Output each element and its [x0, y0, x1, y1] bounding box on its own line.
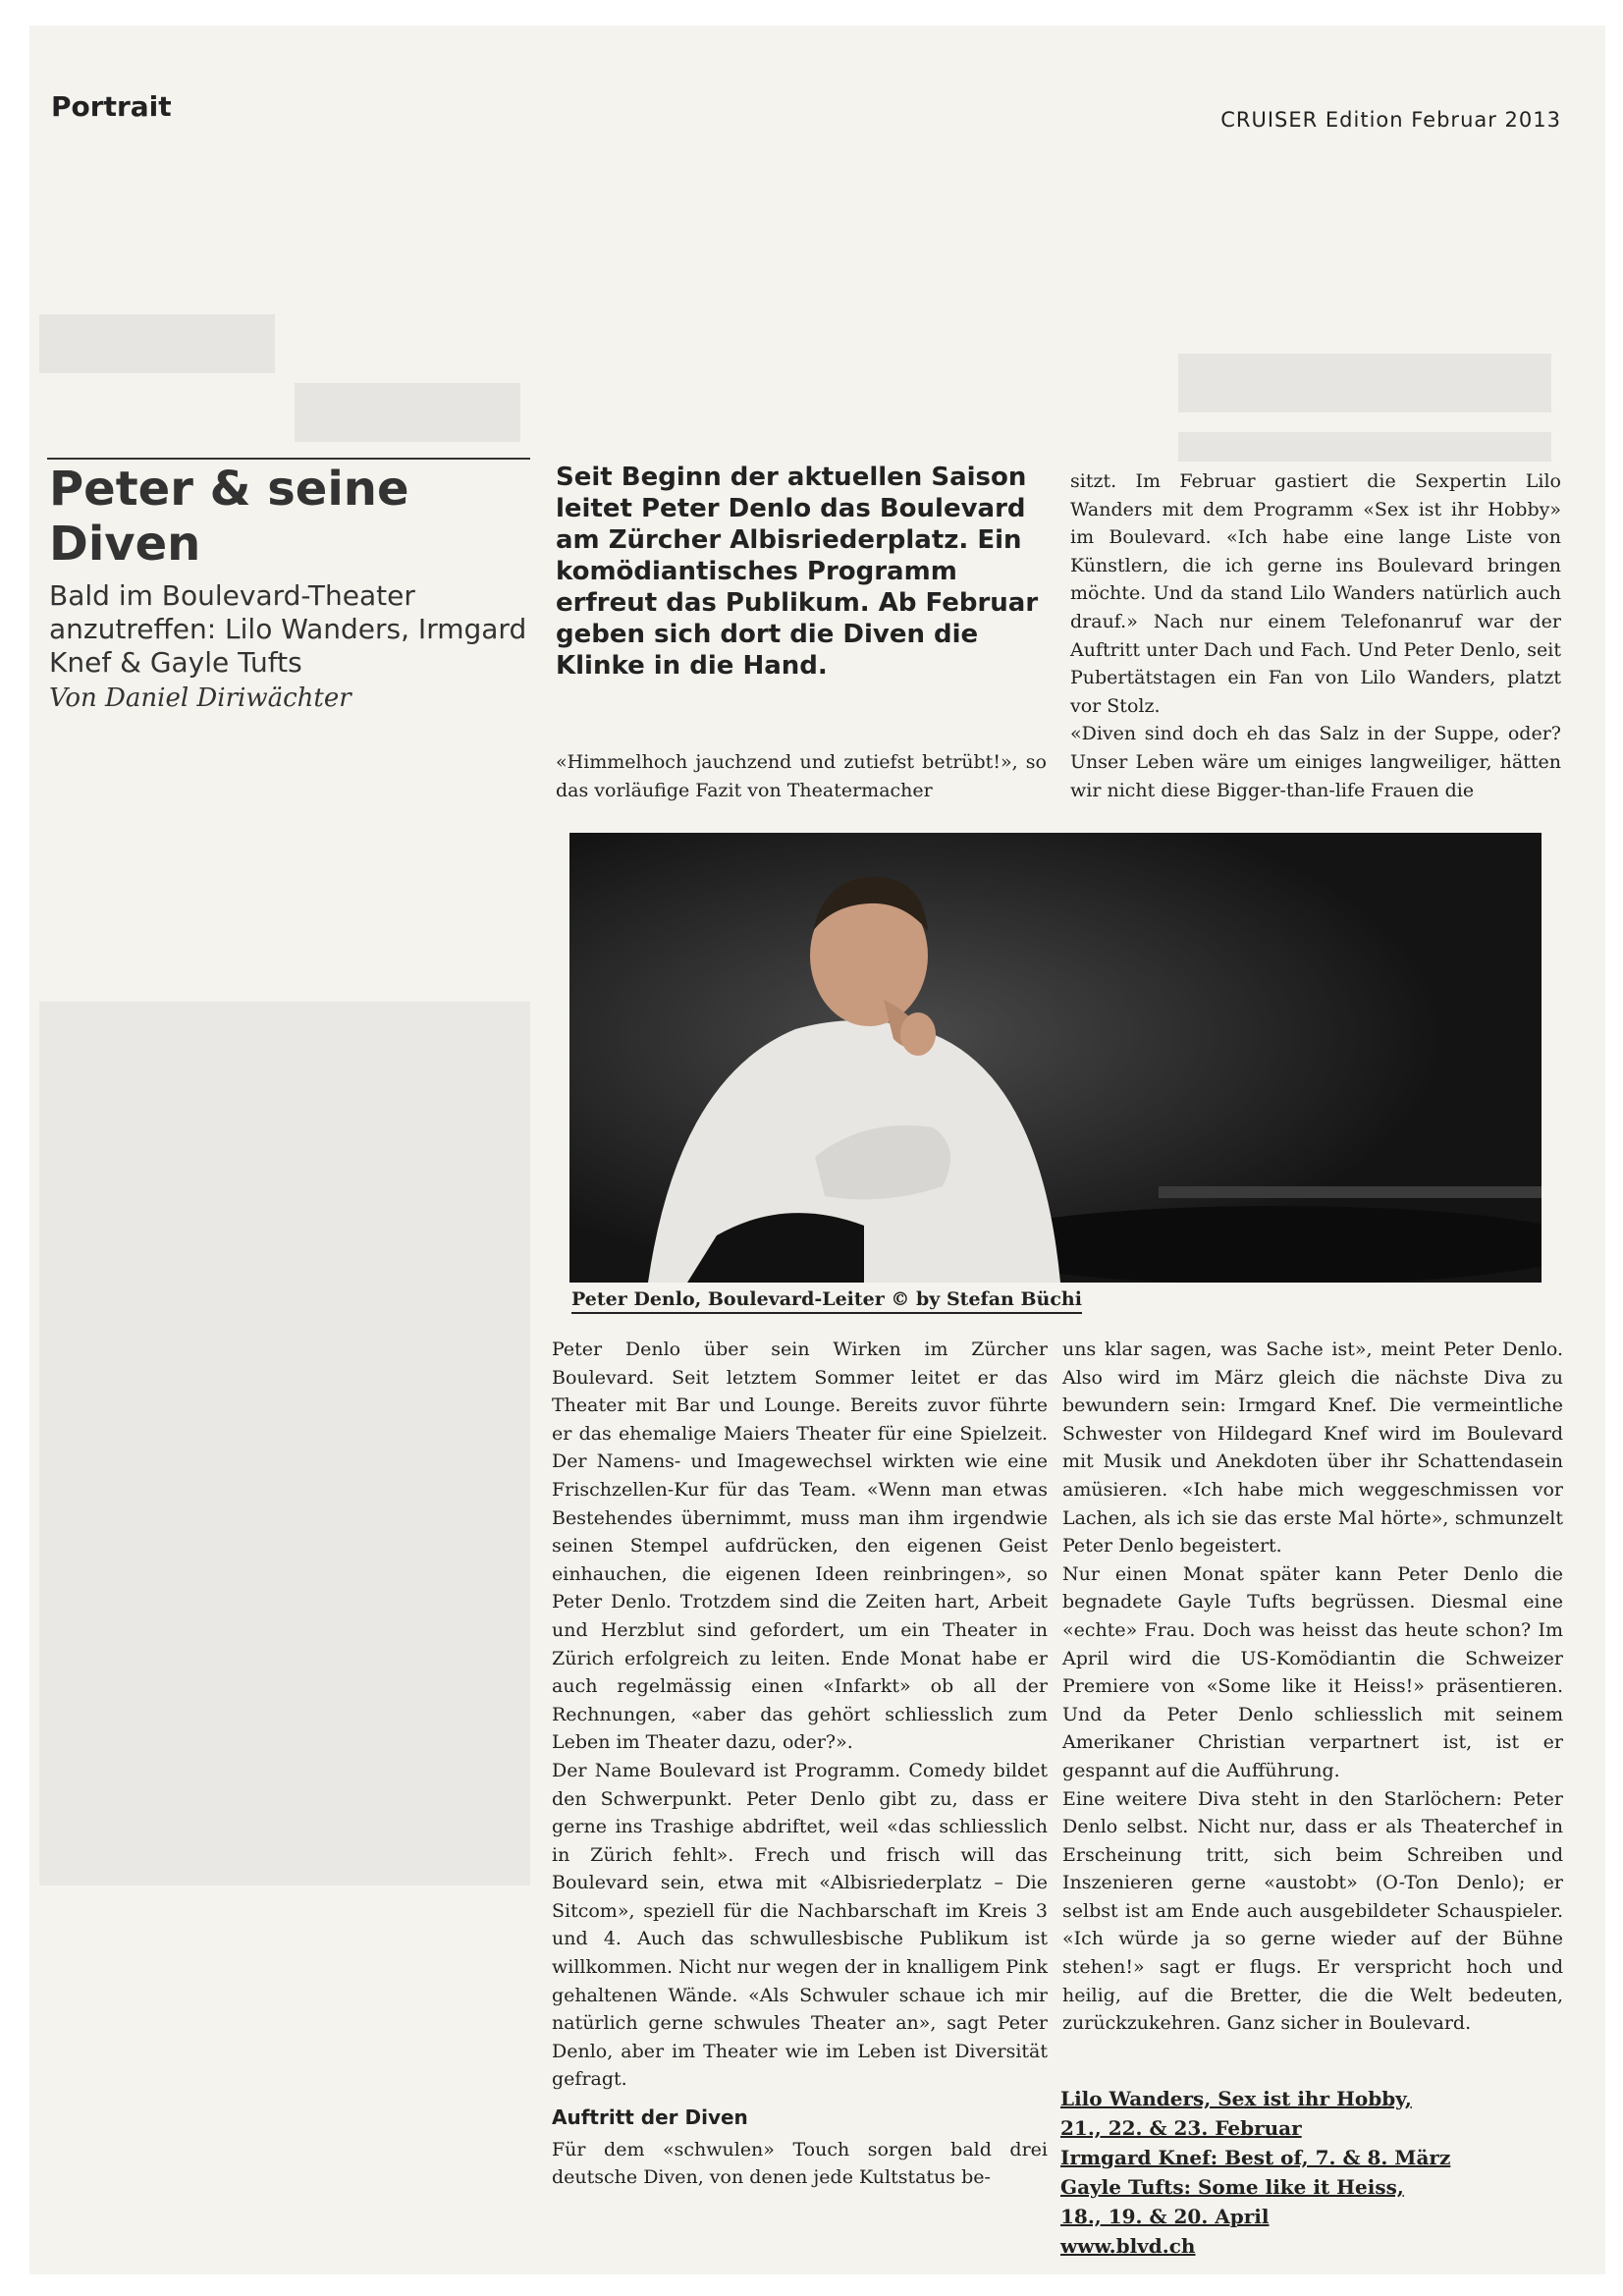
website-link[interactable]: www.blvd.ch	[1060, 2234, 1196, 2258]
article-headline	[49, 462, 530, 572]
text-column-top-middle	[556, 748, 1047, 804]
article-subhead: Bald im Boulevard-Theater anzutreffen: Lilo Wanders, Irmgard Knef & Gayle Tufts	[49, 579, 527, 679]
headline-line-1: Peter & seine	[49, 462, 409, 517]
article-byline: Von Daniel Diriwächter	[49, 683, 352, 713]
section-label: Portrait	[51, 90, 172, 123]
event-listing	[1060, 2084, 1551, 2261]
event-line: Gayle Tufts: Some like it Heiss,	[1060, 2175, 1404, 2199]
headline-line-2: Diven	[49, 517, 201, 572]
paragraph: Eine weitere Diva steht in den Starlöchern: Peter Denlo selbst. Nicht nur, dass er als Theaterchef in Erscheinung tritt, sich beim Schreiben und Inszenieren gerne «austobt» (O-Ton Denlo); er selbst ist am Ende auch ausgebildeter Schauspieler. «Ich würde ja so gerne wieder auf der Bühne stehen!» sagt er flugs. Er verspricht hoch und heilig, auf die Bretter, die die Welt bedeuten, zurückzukehren. Ganz sicher in Boulevard.	[1062, 1787, 1563, 2035]
edition-label: CRUISER Edition Februar 2013	[1220, 108, 1561, 132]
text-column-right	[1062, 1336, 1563, 2038]
headline-rule	[47, 458, 530, 460]
paragraph: «Himmelhoch jauchzend und zutiefst betrübt!», so das vorläufige Fazit von Theatermacher	[556, 751, 1047, 801]
paragraph: Peter Denlo über sein Wirken im Zürcher Boulevard. Seit letztem Sommer leitet er das Theater mit Bar und Lounge. Bereits zuvor führte er das ehemalige Maiers Theater für eine Spielzeit. Der Namens- und Imagewechsel wirkten wie eine Frischzellen-Kur für das Team. «Wenn man etwas Bestehendes übernimmt, muss man ihm irgendwie seinen Stempel aufdrücken, den eigenen Geist einhauchen, die eigenen Ideen reinbringen», so Peter Denlo. Trotzdem sind die Zeiten hart, Arbeit und Herzblut sind gefordert, um ein Theater in Zürich erfolgreich zu leiten. Ende Monat habe er auch regelmässig einen «Infarkt» ob all der Rechnungen, «aber das gehört schliesslich zum Leben im Theater dazu, oder?».	[552, 1339, 1048, 1754]
paragraph: Nur einen Monat später kann Peter Denlo die begnadete Gayle Tufts begrüssen. Diesmal eine «echte» Frau. Doch was heisst das heute schon? Im April wird die US-Komödiantin die Schweizer Premiere von «Some like it Heiss!» präsentieren. Und da Peter Denlo schliesslich mit seinem Amerikaner Christian verpartnert ist, ist er gespannt auf die Aufführung.	[1062, 1562, 1563, 1781]
portrait-photo	[569, 833, 1542, 1283]
event-line: 21., 22. & 23. Februar	[1060, 2116, 1302, 2140]
text-column-top-right	[1070, 467, 1561, 804]
paragraph: uns klar sagen, was Sache ist», meint Peter Denlo. Also wird im März gleich die nächste Diva zu bewundern sein: Irmgard Knef. Die vermeintliche Schwester von Hildegard Knef wird im Boulevard mit Musik und Anekdoten über ihr Schattendasein amüsieren. «Ich habe mich weggeschmissen vor Lachen, als ich sie das erste Mal hörte», schmunzelt Peter Denlo begeistert.	[1062, 1339, 1563, 1558]
paragraph: Der Name Boulevard ist Programm. Comedy bildet den Schwerpunkt. Peter Denlo gibt zu, dass er gerne ins Trashige abdriftet, weil «das schliesslich in Zürich fehlt». Frech und frisch will das Boulevard sein, etwa mit «Albisriederplatz – Die Sitcom», speziell für die Nachbarschaft im Kreis 3 und 4. Auch das schwullesbische Publikum ist willkommen. Nicht nur wegen der in knalligem Pink gehaltenen Wände. «Als Schwuler schaue ich mir natürlich gerne schwules Theater an», sagt Peter Denlo, aber im Theater wie im Leben ist Diversität gefragt.	[552, 1759, 1048, 2091]
paragraph: sitzt. Im Februar gastiert die Sexpertin Lilo Wanders mit dem Programm «Sex ist ihr Hobby» im Boulevard. «Ich habe eine lange Liste von Künstlern, die ich gerne ins Boulevard bringen möchte. Und da stand Lilo Wanders natürlich auch drauf.» Nach nur einem Telefonanruf war der Auftritt unter Dach und Fach. Und Peter Denlo, seit Pubertätstagen ein Fan von Lilo Wanders, platzt vor Stolz.	[1070, 470, 1561, 717]
section-subheading: Auftritt der Diven	[552, 2105, 748, 2130]
photo-caption: Peter Denlo, Boulevard-Leiter © by Stefan Büchi	[571, 1288, 1082, 1314]
event-line: Irmgard Knef: Best of, 7. & 8. März	[1060, 2146, 1451, 2169]
event-line: 18., 19. & 20. April	[1060, 2205, 1270, 2228]
text-column-middle	[552, 1336, 1048, 2192]
event-line: Lilo Wanders, Sex ist ihr Hobby,	[1060, 2087, 1412, 2110]
portrait-photo-illustration	[569, 833, 1542, 1283]
article-lead: Seit Beginn der aktuellen Saison leitet Peter Denlo das Boulevard am Zürcher Albisriederplatz. Ein komödiantisches Programm erfreut das Publikum. Ab Februar geben sich dort die Diven die Klinke in die Hand.	[556, 463, 1039, 681]
paragraph: Für dem «schwulen» Touch sorgen bald drei deutsche Diven, von denen jede Kultstatus be-	[552, 2138, 1048, 2189]
paragraph: «Diven sind doch eh das Salz in der Suppe, oder? Unser Leben wäre um einiges langweiliger, hätten wir nicht diese Bigger-than-life Frauen die	[1070, 723, 1561, 801]
